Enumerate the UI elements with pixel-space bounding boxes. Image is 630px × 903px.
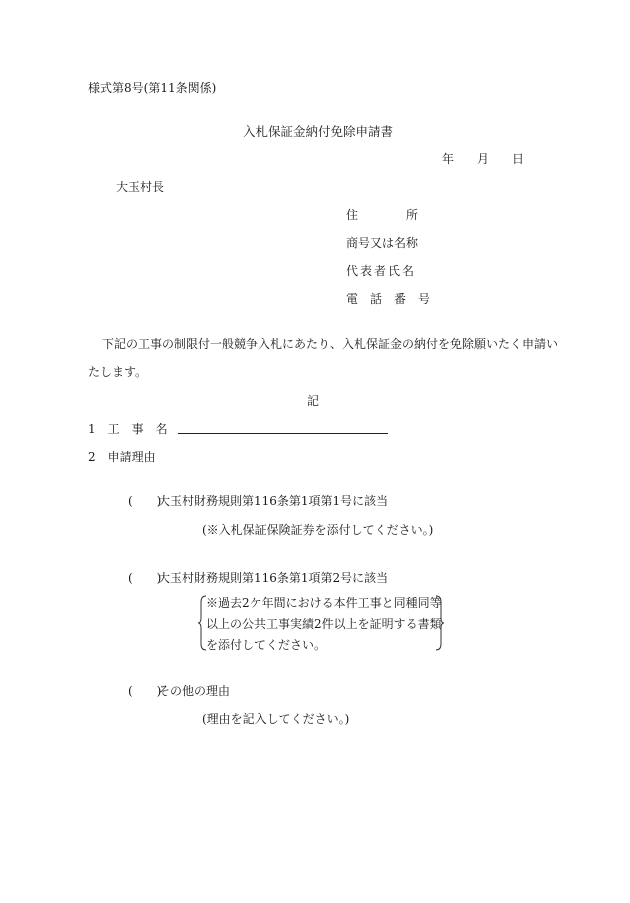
- address-label: 住 所: [346, 208, 419, 222]
- ki-heading: 記: [307, 394, 320, 408]
- body-line-2: たします。: [88, 365, 148, 379]
- business-name-label: 商号又は名称: [346, 236, 419, 250]
- body-line-1: 下記の工事の制限付一般競争入札にあたり、入札保証金の納付を免除願いたく申請い: [102, 337, 559, 351]
- item2-label: 2 申請理由: [88, 450, 156, 464]
- reason3-checkbox[interactable]: ( ): [128, 684, 162, 698]
- date-year-label: 年: [442, 152, 455, 166]
- reason2-checkbox[interactable]: ( ): [128, 571, 162, 585]
- addressee: 大玉村長: [116, 180, 165, 194]
- reason2-text: 大玉村財務規則第116条第1項第2号に該当: [158, 571, 389, 585]
- reason3-text: その他の理由: [158, 684, 231, 698]
- reason2-note-line-3: を添付してください。: [206, 638, 327, 652]
- reason1-text: 大玉村財務規則第116条第1項第1号に該当: [158, 494, 389, 508]
- representative-label: 代表者氏名: [346, 264, 417, 278]
- reason2-note-line-2: 以上の公共工事実績2件以上を証明する書類: [206, 617, 442, 631]
- item1-underline: [178, 433, 388, 434]
- phone-label: 電 話 番 号: [346, 292, 431, 306]
- item1-label: 1 工 事 名: [88, 422, 168, 436]
- reason1-note: (※入札保証保険証券を添付してください。): [202, 523, 434, 537]
- reason2-note-line-1: ※過去2ケ年間における本件工事と同種同等: [206, 596, 442, 610]
- reason3-note: (理由を記入してください。): [202, 712, 350, 726]
- form-number: 様式第8号(第11条関係): [88, 81, 217, 95]
- date-month-label: 月: [477, 152, 490, 166]
- reason1-checkbox[interactable]: ( ): [128, 494, 162, 508]
- date-day-label: 日: [512, 152, 525, 166]
- page-title: 入札保証金納付免除申請書: [243, 124, 394, 139]
